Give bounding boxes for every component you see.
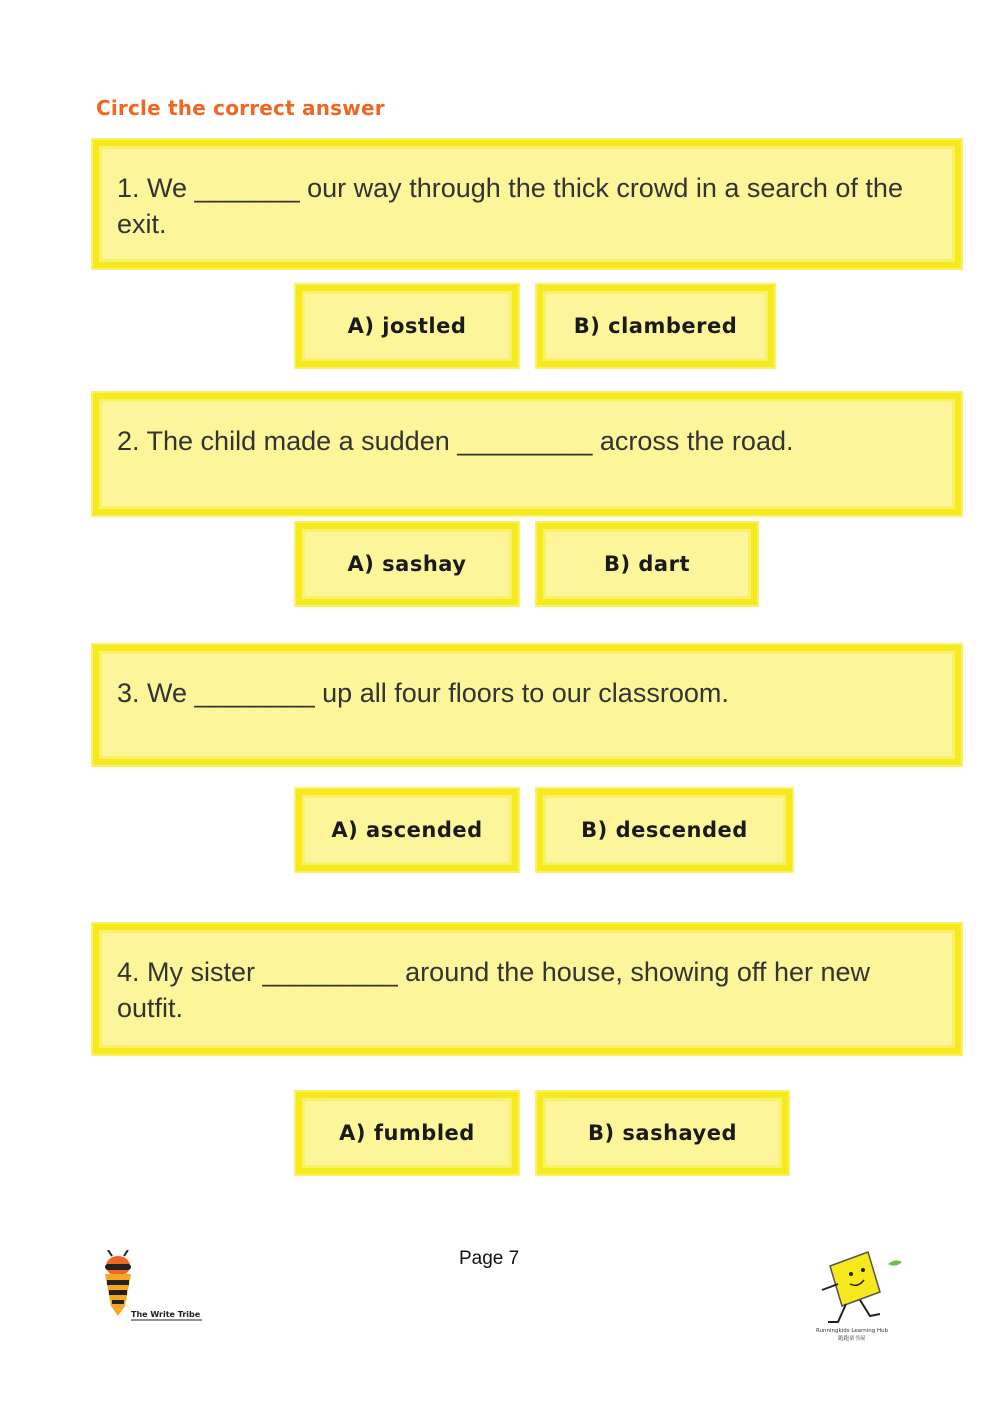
- question-3-option-b[interactable]: [537, 789, 792, 871]
- question-4-text: 4. My sister _________ around the house, showing off her new outfit.: [117, 957, 870, 1023]
- page-number: Page 7: [459, 1248, 520, 1269]
- question-2-option-b[interactable]: [537, 523, 757, 605]
- question-2-text: 2. The child made a sudden _________ across the road.: [117, 426, 794, 456]
- question-4-option-b[interactable]: [537, 1092, 788, 1174]
- option-label: B) descended: [581, 818, 748, 842]
- left-logo-text: The Write Tribe: [131, 1310, 201, 1319]
- question-1-option-b[interactable]: [537, 285, 774, 367]
- option-label: B) clambered: [573, 314, 738, 338]
- option-label: A) ascended: [331, 818, 483, 842]
- option-label: B) sashayed: [587, 1121, 738, 1145]
- right-logo-subtext: 跑跑童书屋: [838, 1336, 866, 1342]
- right-logo-text: Runningkids Learning Hub: [816, 1328, 889, 1334]
- question-4-box: [93, 924, 961, 1054]
- write-tribe-logo: [98, 1250, 208, 1330]
- question-2-option-a[interactable]: [296, 523, 518, 605]
- instruction-heading: Circle the correct answer: [96, 96, 385, 120]
- question-1-text: 1. We _______ our way through the thick crowd in a search of the exit.: [117, 173, 903, 239]
- question-1-option-a[interactable]: [296, 285, 518, 367]
- question-2-box: [93, 393, 961, 515]
- question-3-text: 3. We ________ up all four floors to our classroom.: [117, 678, 729, 708]
- option-label: A) sashay: [347, 552, 467, 576]
- runningkids-logo: [808, 1244, 908, 1344]
- question-1-box: [93, 140, 961, 268]
- question-3-box: [93, 645, 961, 765]
- question-3-option-a[interactable]: [296, 789, 518, 871]
- option-label: A) jostled: [347, 314, 467, 338]
- option-label: B) dart: [603, 552, 690, 576]
- question-4-option-a[interactable]: [296, 1092, 518, 1174]
- option-label: A) fumbled: [339, 1121, 475, 1145]
